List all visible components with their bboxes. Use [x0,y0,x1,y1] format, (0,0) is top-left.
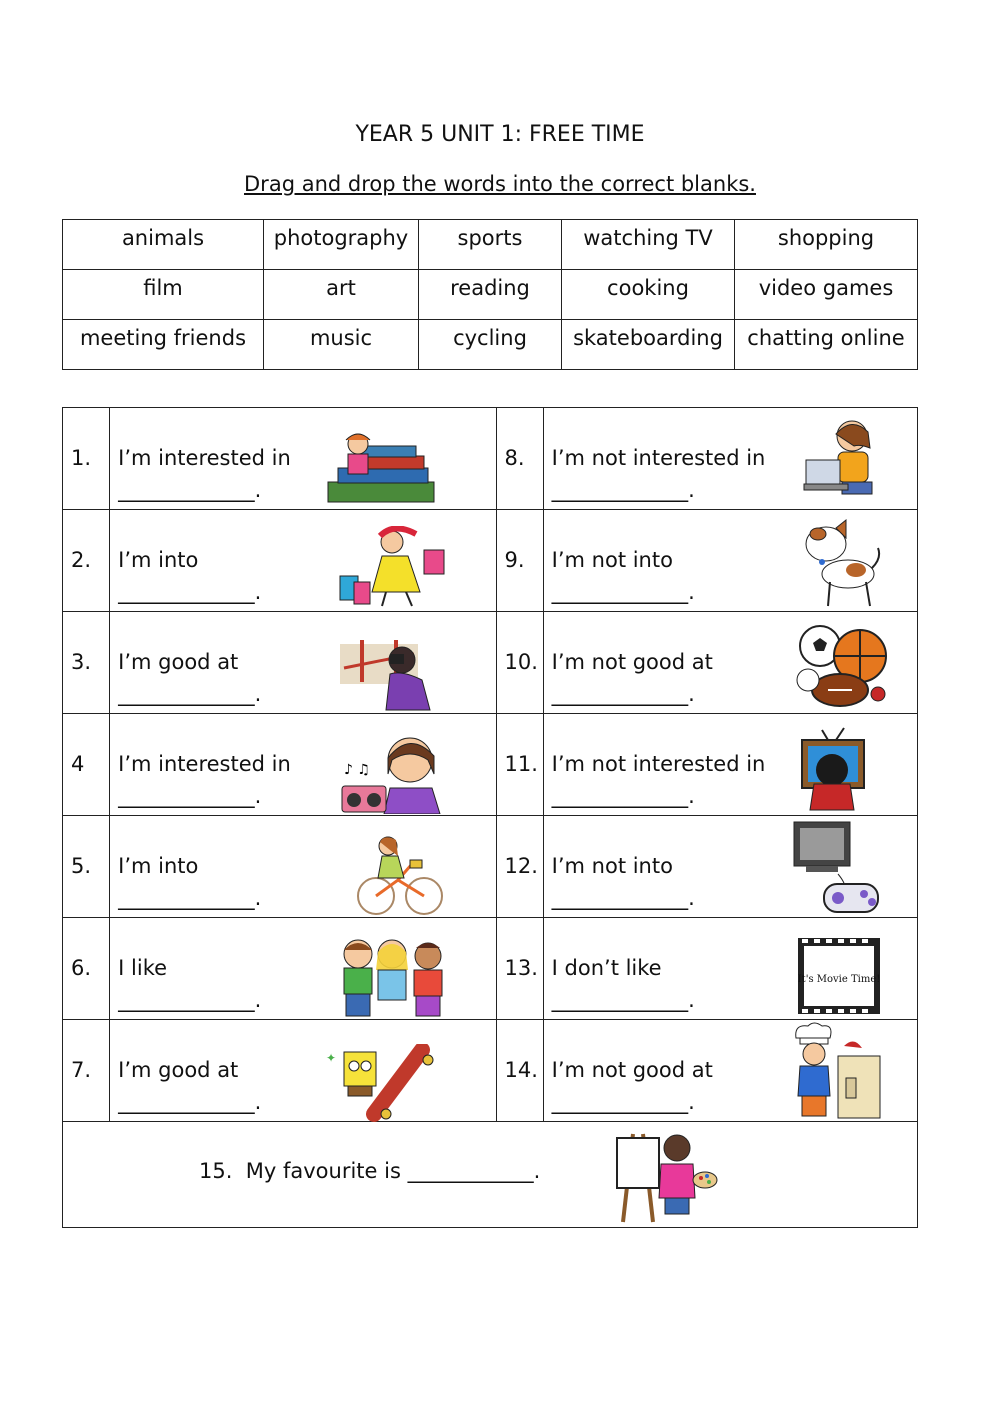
exercise-row [63,714,918,816]
question-cell [110,816,496,918]
word-tile[interactable]: reading [419,270,562,320]
reading-girl-books-icon [324,430,438,508]
exercise-row [63,612,918,714]
question-cell [543,510,917,612]
answer-blank[interactable]: _____________. [118,682,262,706]
word-bank-row [63,270,918,320]
girl-laptop-icon [798,414,892,508]
question-number: 1. [63,408,110,510]
exercise-table [62,407,918,1228]
svg-text:♪ ♫: ♪ ♫ [344,762,371,778]
question-number: 5. [63,816,110,918]
question-stem: I don’t like [551,956,662,980]
word-tile[interactable]: skateboarding [562,320,735,370]
question-number: 11. [496,714,543,816]
word-tile[interactable]: film [63,270,264,320]
page-title: YEAR 5 UNIT 1: FREE TIME [355,122,645,147]
answer-blank[interactable]: _____________. [551,580,695,604]
question-stem: I’m not into [551,854,673,878]
three-friends-icon [336,934,450,1020]
answer-blank[interactable]: _____________. [118,1090,262,1114]
question-stem: I’m interested in [118,752,291,776]
movie-time-sign-icon [796,936,882,1016]
question-stem: I’m into [118,548,199,572]
dog-icon [796,518,882,610]
question-cell [63,1122,918,1228]
music-girl-radio-icon [340,730,450,814]
movie-sign-text: It's Movie Time! [797,974,880,985]
child-watching-tv-icon [798,718,868,814]
question-number: 4 [63,714,110,816]
exercise-row [63,1122,918,1228]
question-cell [110,714,496,816]
question-stem: I’m good at [118,650,239,674]
question-cell [543,714,917,816]
question-stem: I like [118,956,168,980]
question-number: 2. [63,510,110,612]
word-tile[interactable]: video games [735,270,918,320]
answer-blank[interactable]: _____________. [551,1090,695,1114]
word-tile[interactable]: music [264,320,419,370]
question-number: 7. [63,1020,110,1122]
question-stem: I’m not interested in [551,446,766,470]
answer-blank[interactable]: _____________. [118,478,262,502]
svg-text:✦: ✦ [326,1051,337,1065]
answer-blank[interactable]: ____________. [407,1159,541,1183]
question-stem: I’m not good at [551,1058,713,1082]
question-cell [543,1020,917,1122]
question-number: 8. [496,408,543,510]
word-tile[interactable]: art [264,270,419,320]
question-stem: I’m into [118,854,199,878]
question-cell [110,408,496,510]
question-number: 10. [496,612,543,714]
question-stem: 15. My favourite is ____________. [199,1159,541,1183]
question-cell [543,612,917,714]
word-tile[interactable]: meeting friends [63,320,264,370]
word-tile[interactable]: cooking [562,270,735,320]
word-tile[interactable]: shopping [735,220,918,270]
girl-cycling-icon [354,834,444,918]
answer-blank[interactable]: _____________. [118,886,262,910]
word-tile[interactable]: cycling [419,320,562,370]
question-cell [110,612,496,714]
question-number: 14. [496,1020,543,1122]
question-cell [110,1020,496,1122]
exercise-row [63,408,918,510]
word-bank [62,219,918,370]
question-cell [110,918,496,1020]
question-stem: I’m not into [551,548,673,572]
answer-blank[interactable]: _____________. [118,580,262,604]
word-tile[interactable]: photography [264,220,419,270]
answer-blank[interactable]: _____________. [118,784,262,808]
word-tile[interactable]: animals [63,220,264,270]
answer-blank[interactable]: _____________. [551,784,695,808]
skateboarding-sponge-icon [324,1044,438,1124]
exercise-row [63,510,918,612]
question-number: 9. [496,510,543,612]
word-tile[interactable]: watching TV [562,220,735,270]
question-cell [543,918,917,1020]
answer-blank[interactable]: _____________. [551,682,695,706]
question-stem: I’m not interested in [551,752,766,776]
question-stem: I’m interested in [118,446,291,470]
child-painting-easel-icon [609,1126,719,1226]
word-bank-row [63,220,918,270]
question-cell [543,816,917,918]
video-game-console-icon [788,818,882,916]
question-cell [110,510,496,612]
sports-balls-icon [794,622,890,712]
exercise-row [63,816,918,918]
chef-cooking-icon [788,1022,888,1122]
answer-blank[interactable]: _____________. [118,988,262,1012]
answer-blank[interactable]: _____________. [551,988,695,1012]
word-tile[interactable]: chatting online [735,320,918,370]
question-stem: I’m good at [118,1058,239,1082]
word-bank-row [63,320,918,370]
question-cell [543,408,917,510]
instructions: Drag and drop the words into the correct blanks. [244,172,756,196]
exercise-row [63,918,918,1020]
question-number: 6. [63,918,110,1020]
word-tile[interactable]: sports [419,220,562,270]
shopping-girl-icon [336,526,454,610]
exercise-row [63,1020,918,1122]
answer-blank[interactable]: _____________. [551,478,695,502]
answer-blank[interactable]: _____________. [551,886,695,910]
photographer-icon [340,624,434,712]
question-number: 12. [496,816,543,918]
question-number: 3. [63,612,110,714]
question-stem: I’m not good at [551,650,713,674]
question-number: 13. [496,918,543,1020]
